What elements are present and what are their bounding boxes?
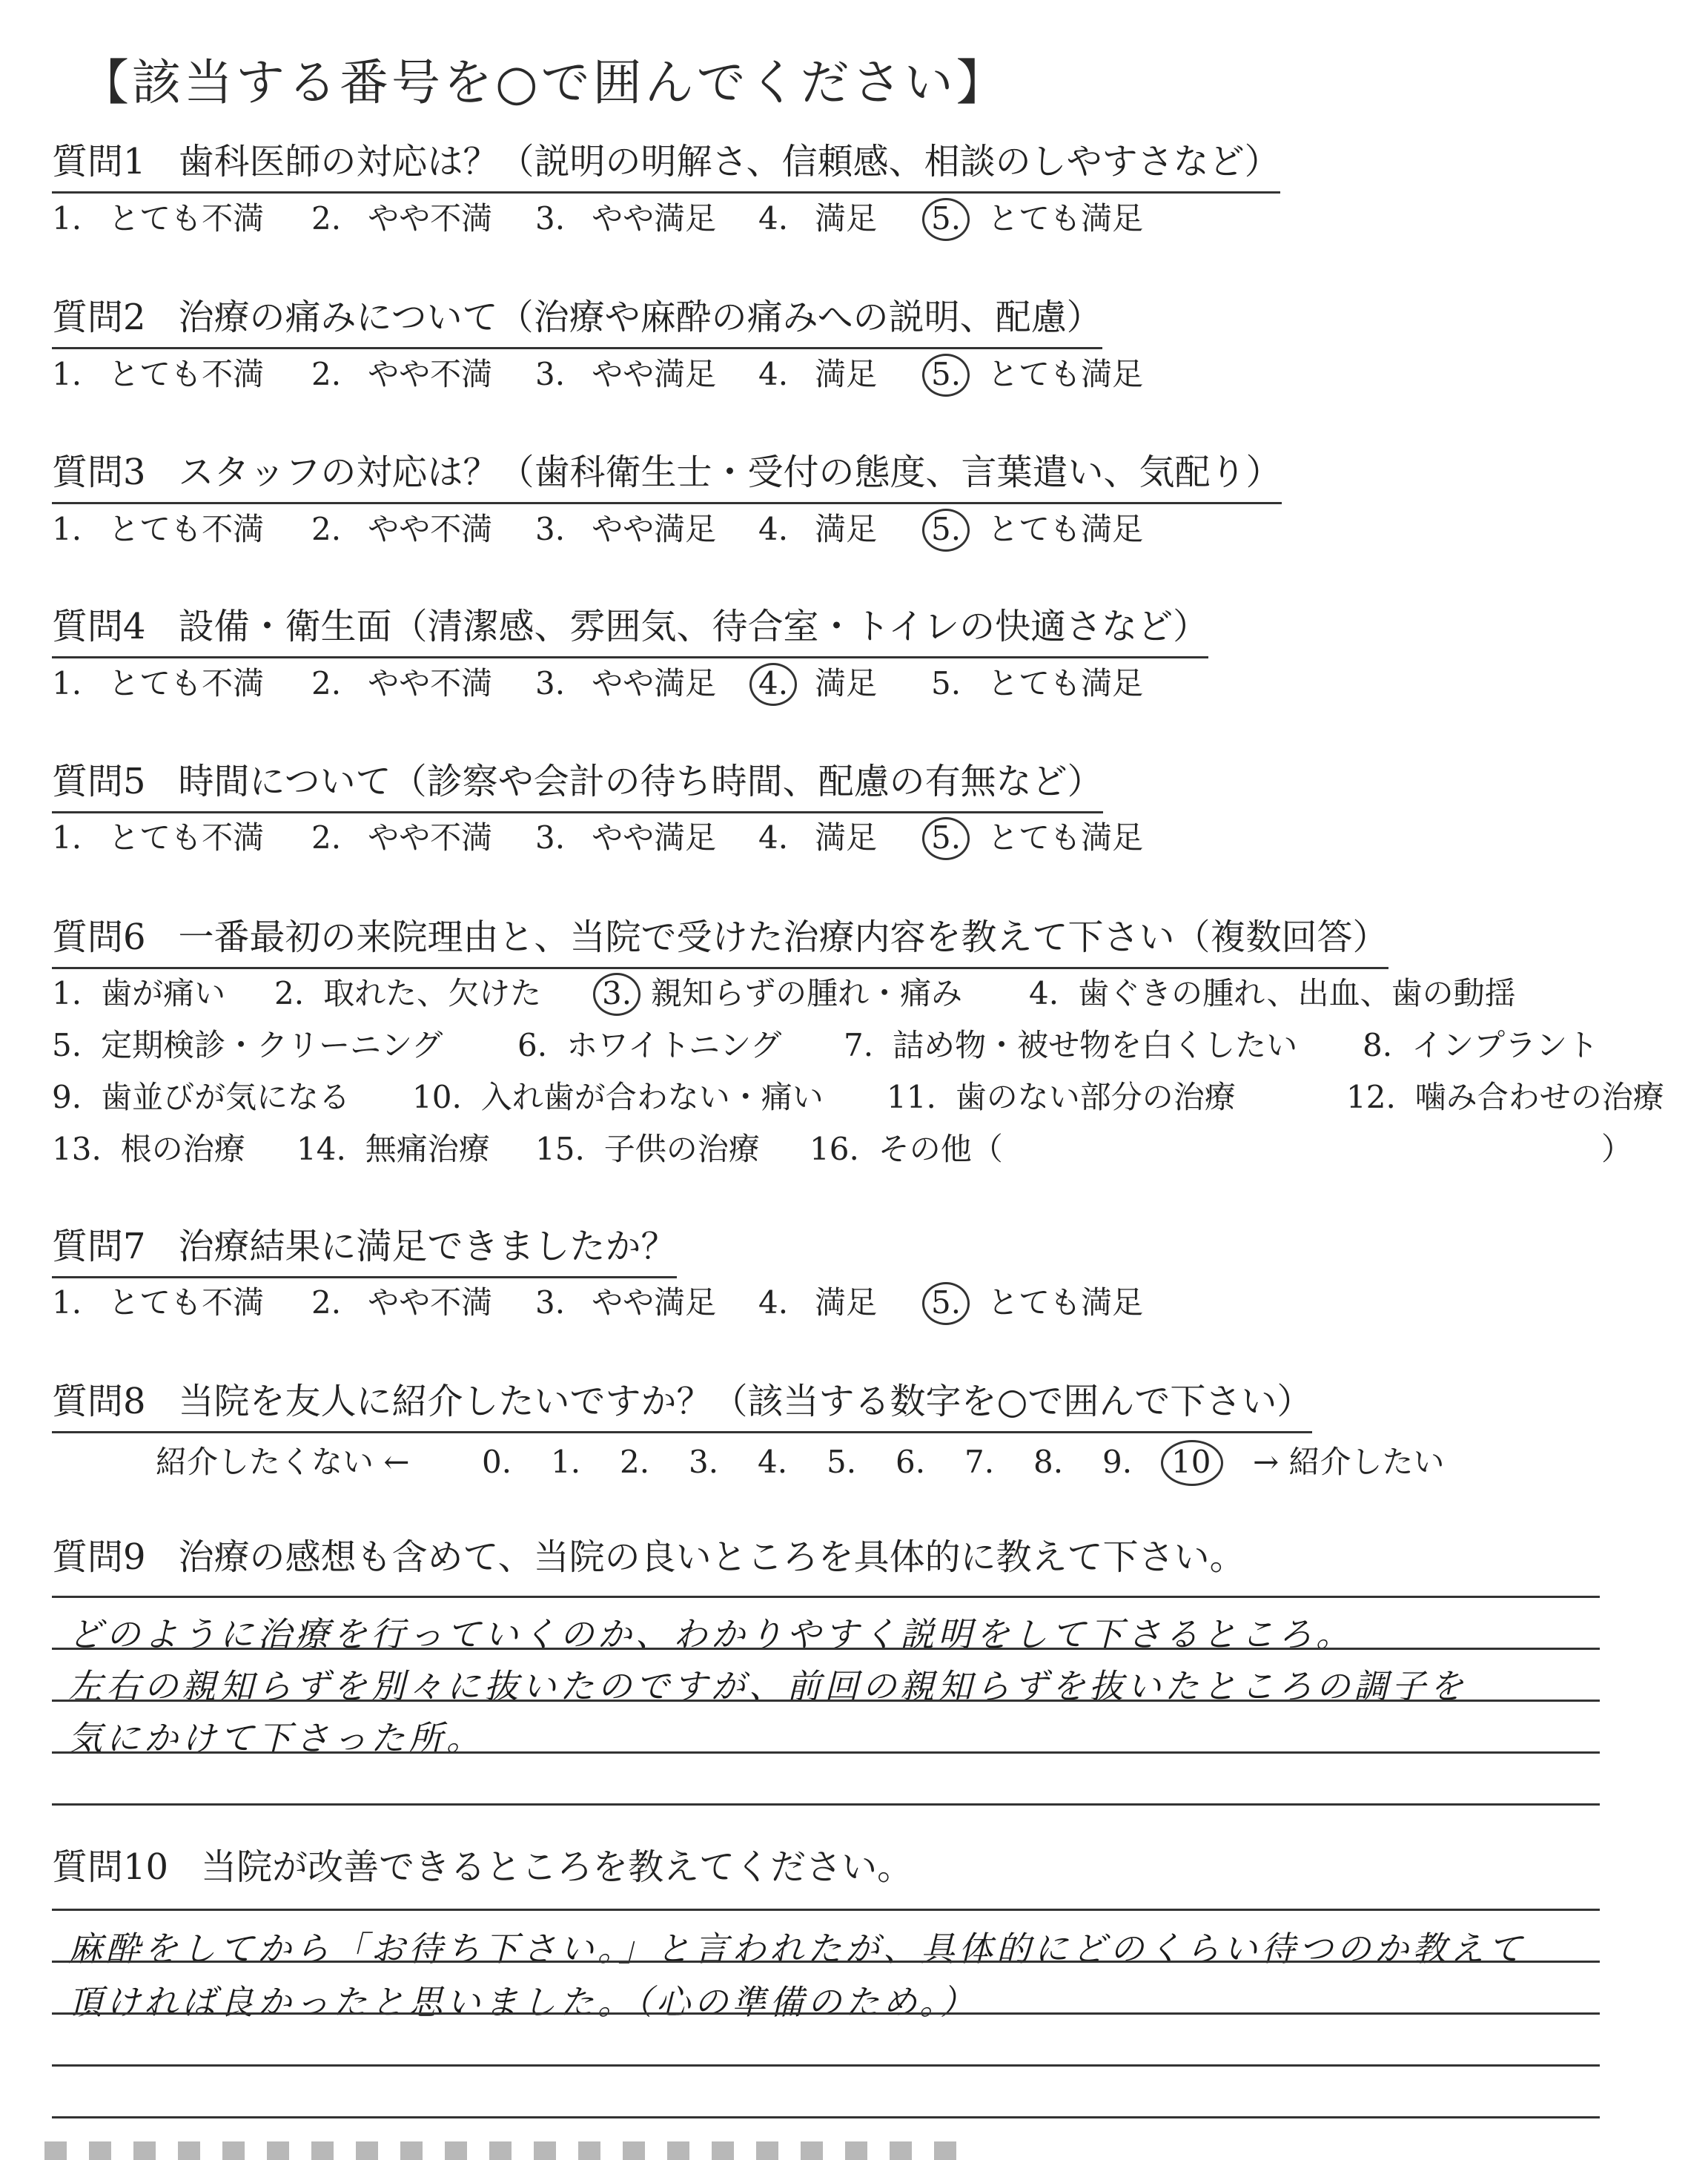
question-4-number: 質問4 [52, 606, 146, 647]
cropped-text-fragment [44, 2141, 971, 2160]
option-number: 15. [535, 1131, 585, 1167]
rating-option-3[interactable] [535, 1281, 716, 1325]
rating-option-3[interactable] [535, 507, 716, 552]
option-number: 4. [758, 1284, 789, 1321]
option-number: 16. [810, 1131, 859, 1167]
question-8-text: 当院を友人に紹介したいですか？（該当する数字を○で囲んで下さい） [178, 1381, 1313, 1422]
question-7-heading [52, 1224, 677, 1278]
question-2-options [52, 352, 1683, 397]
rating-option-4[interactable] [758, 196, 877, 241]
option-number: 2. [311, 356, 342, 392]
question-7-number: 質問7 [52, 1226, 146, 1267]
option-label: 歯並びが気になる [101, 1079, 351, 1115]
reason-option[interactable] [602, 971, 962, 1016]
rating-option-1[interactable] [52, 507, 264, 552]
other-close-paren: ） [1601, 1131, 1633, 1167]
question-10-text: 当院が改善できるところを教えてください。 [201, 1846, 913, 1888]
option-number: 1. [52, 511, 82, 547]
question-2-heading [52, 295, 1102, 349]
option-label: 満足 [815, 665, 878, 701]
scale-value[interactable]: 3. [689, 1444, 719, 1480]
scale-value[interactable]: 2. [620, 1444, 650, 1480]
option-number: 7. [844, 1027, 874, 1063]
option-label: とても不満 [108, 1284, 265, 1321]
option-number: 2. [311, 665, 342, 701]
reason-option[interactable] [1029, 971, 1516, 1016]
option-number: 3. [535, 819, 566, 856]
option-label: やや満足 [592, 200, 717, 237]
scale-right-label: → 紹介したい [1253, 1444, 1445, 1480]
answer-line [52, 1803, 1600, 1806]
option-label: 満足 [815, 356, 878, 392]
rating-option-3[interactable] [535, 816, 716, 860]
option-number: 5. [931, 816, 961, 860]
question-1-number: 質問1 [52, 141, 146, 182]
answer-line [52, 1751, 1600, 1754]
option-number: 5. [52, 1027, 82, 1063]
question-5-options [52, 816, 1683, 860]
reason-option[interactable] [52, 1023, 443, 1068]
option-label: 満足 [815, 819, 878, 856]
rating-option-5[interactable] [931, 816, 1143, 860]
option-label: 根の治療 [120, 1131, 245, 1167]
reason-option[interactable] [52, 1075, 350, 1120]
reason-option[interactable] [810, 1127, 1003, 1172]
option-label: ホワイトニング [566, 1027, 782, 1063]
option-number: 1. [52, 200, 82, 237]
question-8-number: 質問8 [52, 1381, 146, 1422]
option-label: やや満足 [592, 356, 717, 392]
rating-option-4[interactable] [758, 816, 877, 860]
question-6-row [52, 971, 1683, 1016]
question-1-heading [52, 139, 1280, 194]
question-10-heading [52, 1845, 913, 1897]
rating-option-2[interactable] [311, 507, 492, 552]
option-number: 2. [311, 819, 342, 856]
scale-value[interactable]: 6. [896, 1444, 926, 1480]
rating-option-1[interactable] [52, 196, 264, 241]
option-label: やや満足 [592, 1284, 717, 1321]
reason-option[interactable] [1363, 1023, 1598, 1068]
question-2-text: 治療の痛みについて（治療や麻酔の痛みへの説明、配慮） [178, 297, 1102, 338]
question-10-number: 質問10 [52, 1846, 169, 1888]
answer-line [52, 2064, 1600, 2067]
option-label: 満足 [815, 200, 878, 237]
option-number: 13. [52, 1131, 102, 1167]
answer-line [52, 1961, 1600, 1963]
option-number: 9. [52, 1079, 82, 1115]
question-1-text: 歯科医師の対応は？（説明の明解さ、信頼感、相談のしやすさなど） [178, 141, 1280, 182]
option-label: とても満足 [987, 200, 1144, 237]
scale-value[interactable]: 9. [1102, 1444, 1133, 1480]
q9-answer-line-2: 左右の親知らずを別々に抜いたのですが、前回の親知らずを抜いたところの調子を [68, 1666, 1467, 1706]
option-number: 4. [758, 200, 789, 237]
question-3-heading [52, 450, 1282, 504]
reason-option[interactable] [844, 1023, 1297, 1068]
answer-line [52, 2116, 1600, 2118]
reason-option[interactable] [412, 1075, 824, 1120]
option-label: その他（ [878, 1131, 1003, 1167]
recommend-scale [0, 1440, 1708, 1484]
question-9-heading [52, 1535, 1245, 1587]
option-label: 満足 [815, 1284, 878, 1321]
rating-option-3[interactable] [535, 196, 716, 241]
reason-option[interactable] [535, 1127, 760, 1172]
rating-option-2[interactable] [311, 352, 492, 397]
answer-line [52, 2012, 1600, 2015]
option-label: やや不満 [368, 200, 493, 237]
scale-left-label: 紹介したくない ← [156, 1444, 410, 1480]
question-8-heading [52, 1379, 1312, 1433]
option-number: 11. [887, 1079, 936, 1115]
option-label: とても不満 [108, 819, 265, 856]
option-label: 無痛治療 [365, 1131, 490, 1167]
option-number: 1. [52, 665, 82, 701]
reason-option[interactable] [1346, 1075, 1664, 1120]
question-6-row [52, 1023, 1683, 1068]
answer-line [52, 1909, 1600, 1911]
rating-option-5[interactable] [931, 661, 1143, 706]
option-label: やや満足 [592, 665, 717, 701]
rating-option-1[interactable] [52, 1281, 264, 1325]
rating-option-5[interactable] [931, 196, 1143, 241]
rating-option-4[interactable] [758, 352, 877, 397]
option-label: とても満足 [987, 665, 1144, 701]
option-number: 4. [758, 661, 788, 706]
option-label: やや不満 [368, 511, 493, 547]
question-9-number: 質問9 [52, 1536, 146, 1578]
option-number: 5. [931, 352, 961, 397]
option-number: 14. [297, 1131, 346, 1167]
scale-value[interactable]: 1. [551, 1444, 581, 1480]
rating-option-4[interactable] [758, 1281, 877, 1325]
question-6-number: 質問6 [52, 916, 146, 958]
reason-option[interactable] [297, 1127, 490, 1172]
option-number: 4. [758, 819, 789, 856]
rating-option-1[interactable] [52, 352, 264, 397]
option-number: 3. [535, 511, 566, 547]
option-label: 歯のない部分の治療 [955, 1079, 1236, 1115]
option-number: 4. [1029, 975, 1059, 1011]
option-number: 5. [931, 507, 961, 552]
q10-answer-line-2: 頂ければ良かったと思いました。（心の準備のため。） [68, 1982, 979, 2022]
option-label: 定期検診・クリーニング [101, 1027, 443, 1063]
question-4-text: 設備・衛生面（清潔感、雰囲気、待合室・トイレの快適さなど） [178, 606, 1209, 647]
option-number: 5. [931, 1281, 961, 1325]
q9-answer-line-3: 気にかけて下さった所。 [68, 1718, 484, 1758]
reason-option[interactable] [887, 1075, 1236, 1120]
answer-line [52, 1700, 1600, 1702]
option-label: やや満足 [592, 511, 717, 547]
question-6-row [52, 1127, 1683, 1172]
option-label: 詰め物・被せ物を白くしたい [893, 1027, 1298, 1063]
option-number: 8. [1363, 1027, 1393, 1063]
rating-option-2[interactable] [311, 1281, 492, 1325]
page-title: 【該当する番号を○で囲んでください】 [80, 54, 1008, 111]
question-3-number: 質問3 [52, 452, 146, 493]
option-number: 2. [311, 200, 342, 237]
option-label: とても満足 [987, 1284, 1144, 1321]
option-label: とても不満 [108, 665, 265, 701]
option-label: とても不満 [108, 356, 265, 392]
rating-option-1[interactable] [52, 816, 264, 860]
option-number: 1. [52, 356, 82, 392]
question-5-heading [52, 759, 1103, 813]
question-6-text: 一番最初の来院理由と、当院で受けた治療内容を教えて下さい（複数回答） [178, 916, 1388, 958]
question-6-heading [52, 915, 1388, 969]
question-3-text: スタッフの対応は？（歯科衛生士・受付の態度、言葉遣い、気配り） [178, 452, 1282, 493]
option-label: とても満足 [987, 819, 1144, 856]
answer-line [52, 1648, 1600, 1650]
rating-option-2[interactable] [311, 816, 492, 860]
option-label: やや不満 [368, 665, 493, 701]
rating-option-1[interactable] [52, 661, 264, 706]
rating-option-4[interactable] [758, 507, 877, 552]
option-number: 5. [931, 665, 961, 701]
option-number: 10. [412, 1079, 462, 1115]
option-label: とても不満 [108, 511, 265, 547]
option-label: 親知らずの腫れ・痛み [651, 975, 963, 1011]
option-number: 2. [311, 1284, 342, 1321]
option-label: インプラント [1411, 1027, 1599, 1063]
option-number: 1. [52, 975, 82, 1011]
option-label: とても満足 [987, 511, 1144, 547]
rating-option-5[interactable] [931, 352, 1143, 397]
question-2-number: 質問2 [52, 297, 146, 338]
reason-option[interactable] [274, 971, 541, 1016]
option-number: 3. [535, 1284, 566, 1321]
option-number: 3. [602, 971, 632, 1016]
question-4-heading [52, 604, 1208, 658]
option-number: 5. [931, 196, 961, 241]
scale-value[interactable]: 7. [964, 1444, 995, 1480]
rating-option-3[interactable] [535, 352, 716, 397]
question-5-number: 質問5 [52, 761, 146, 802]
rating-option-5[interactable] [931, 507, 1143, 552]
question-6-row [52, 1075, 1683, 1120]
rating-option-2[interactable] [311, 196, 492, 241]
option-number: 1. [52, 819, 82, 856]
q10-answer-line-1: 麻酔をしてから「お待ち下さい。」と言われたが、具体的にどのくらい待つのか教えて [68, 1929, 1526, 1969]
option-number: 2. [274, 975, 305, 1011]
option-label: 満足 [815, 511, 878, 547]
option-label: やや満足 [592, 819, 717, 856]
option-label: 歯ぐきの腫れ、出血、歯の動揺 [1078, 975, 1516, 1011]
rating-option-4[interactable] [758, 661, 877, 706]
question-9-text: 治療の感想も含めて、当院の良いところを具体的に教えて下さい。 [178, 1536, 1245, 1578]
option-number: 4. [758, 356, 789, 392]
option-label: とても満足 [987, 356, 1144, 392]
scale-value[interactable]: 10 [1171, 1440, 1211, 1484]
option-number: 2. [311, 511, 342, 547]
option-number: 6. [517, 1027, 548, 1063]
q9-answer-line-1: どのように治療を行っていくのか、わかりやすく説明をして下さるところ。 [68, 1614, 1354, 1654]
rating-option-2[interactable] [311, 661, 492, 706]
option-number: 3. [535, 200, 566, 237]
reason-option[interactable] [517, 1023, 781, 1068]
option-label: やや不満 [368, 819, 493, 856]
question-1-options [52, 196, 1683, 241]
scale-value[interactable]: 0. [482, 1444, 512, 1480]
option-label: 子供の治療 [603, 1131, 760, 1167]
reason-option[interactable] [52, 971, 225, 1016]
reason-option[interactable] [52, 1127, 245, 1172]
option-label: とても不満 [108, 200, 265, 237]
question-5-text: 時間について（診察や会計の待ち時間、配慮の有無など） [178, 761, 1103, 802]
option-label: やや不満 [368, 1284, 493, 1321]
option-number: 12. [1346, 1079, 1396, 1115]
scale-value[interactable]: 4. [758, 1444, 788, 1480]
option-number: 3. [535, 356, 566, 392]
question-7-options [52, 1281, 1683, 1325]
scale-value[interactable]: 5. [827, 1444, 857, 1480]
question-4-options [52, 661, 1683, 706]
scale-value[interactable]: 8. [1033, 1444, 1064, 1480]
option-label: 入れ歯が合わない・痛い [480, 1079, 824, 1115]
option-label: 歯が痛い [101, 975, 226, 1011]
answer-line [52, 1596, 1600, 1598]
option-label: 噛み合わせの治療 [1414, 1079, 1664, 1115]
option-label: やや不満 [368, 356, 493, 392]
question-7-text: 治療結果に満足できましたか？ [178, 1226, 677, 1267]
question-3-options [52, 507, 1683, 552]
rating-option-5[interactable] [931, 1281, 1143, 1325]
option-number: 1. [52, 1284, 82, 1321]
option-number: 3. [535, 665, 566, 701]
rating-option-3[interactable] [535, 661, 716, 706]
option-number: 4. [758, 511, 789, 547]
option-label: 取れた、欠けた [323, 975, 542, 1011]
